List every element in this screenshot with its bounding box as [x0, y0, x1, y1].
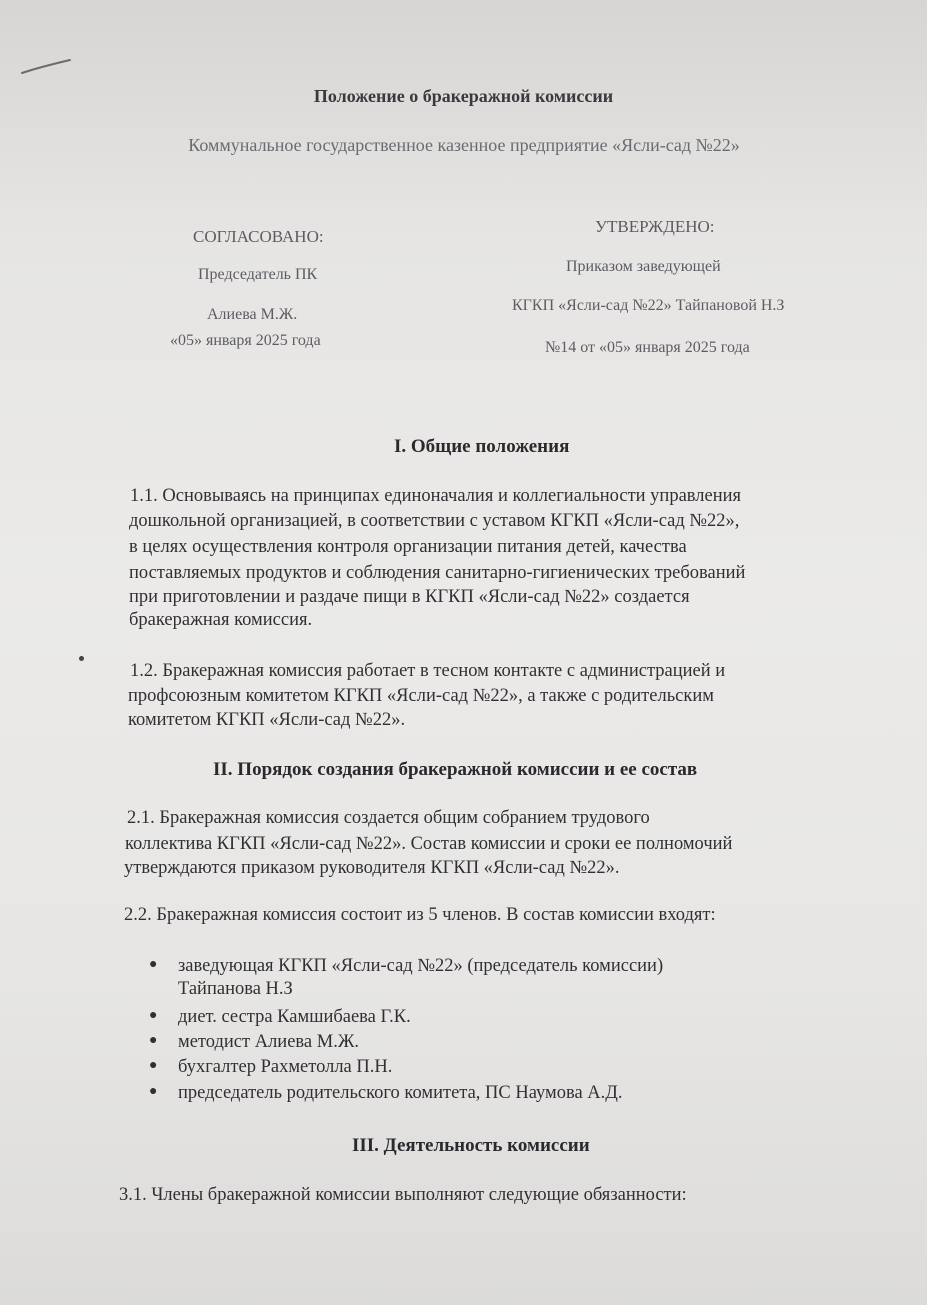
bullet-icon: ● [149, 1033, 158, 1048]
section2-p2: 2.2. Бракеражная комиссия состоит из 5 членов. В состав комиссии входят: [124, 905, 716, 925]
approval-left-label: СОГЛАСОВАНО: [193, 227, 324, 246]
member-item: диет. сестра Камшибаева Г.К. [178, 1007, 411, 1027]
pen-stroke-mark [20, 55, 72, 77]
member-item: бухгалтер Рахметолла П.Н. [178, 1057, 393, 1077]
bullet-icon: ● [149, 1058, 158, 1073]
section2-p1-line: утверждаются приказом руководителя КГКП «Ясли-сад №22». [124, 858, 620, 878]
approval-left-position: Председатель ПК [198, 266, 318, 283]
section1-p1-line: 1.1. Основываясь на принципах единоначалия и коллегиальности управления [130, 486, 742, 506]
section2-p1-line: коллектива КГКП «Ясли-сад №22». Состав комиссии и сроки ее полномочий [125, 834, 733, 854]
organization-name: Коммунальное государственное казенное предприятие «Ясли-сад №22» [188, 135, 740, 155]
section1-p1-line: дошкольной организацией, в соответствии с уставом КГКП «Ясли-сад №22», [129, 511, 740, 531]
approval-right-line2: КГКП «Ясли-сад №22» Тайпановой Н.З [512, 297, 785, 314]
bullet-icon: ● [149, 1084, 158, 1099]
section1-p1-line: при приготовлении и раздаче пищи в КГКП «Ясли-сад №22» создается [129, 587, 690, 607]
member-item: заведующая КГКП «Ясли-сад №22» (председатель комиссии) [178, 956, 664, 976]
section1-p1-line: поставляемых продуктов и соблюдения санитарно-гигиенических требований [129, 563, 746, 583]
approval-right-line3: №14 от «05» января 2025 года [545, 339, 750, 356]
section2-heading: II. Порядок создания бракеражной комиссии и ее состав [213, 759, 698, 780]
approval-left-date: «05» января 2025 года [170, 332, 321, 349]
section3-p1: 3.1. Члены бракеражной комиссии выполняют следующие обязанности: [119, 1185, 687, 1205]
section3-heading: III. Деятельность комиссии [352, 1135, 590, 1156]
section2-p1-line: 2.1. Бракеражная комиссия создается общим собранием трудового [127, 808, 650, 828]
member-item: председатель родительского комитета, ПС Наумова А.Д. [178, 1083, 623, 1103]
section1-p2-line: 1.2. Бракеражная комиссия работает в тесном контакте с администрацией и [130, 661, 726, 681]
member-item-continuation: Тайпанова Н.З [178, 979, 293, 999]
section1-heading: I. Общие положения [394, 436, 570, 457]
section1-p1-line: в целях осуществления контроля организации питания детей, качества [129, 537, 687, 557]
member-item: методист Алиева М.Ж. [178, 1032, 360, 1052]
ink-speck [79, 656, 84, 661]
approval-left-name: Алиева М.Ж. [207, 306, 298, 323]
document-title: Положение о бракеражной комиссии [313, 86, 614, 106]
bullet-icon: ● [149, 957, 158, 972]
section1-p1-line: бракеражная комиссия. [129, 610, 313, 630]
bullet-icon: ● [149, 1008, 158, 1023]
section1-p2-line: профсоюзным комитетом КГКП «Ясли-сад №22», а также с родительским [128, 686, 714, 706]
approval-right-line1: Приказом заведующей [566, 258, 721, 275]
section1-p2-line: комитетом КГКП «Ясли-сад №22». [128, 710, 406, 730]
approval-right-label: УТВЕРЖДЕНО: [595, 217, 715, 236]
